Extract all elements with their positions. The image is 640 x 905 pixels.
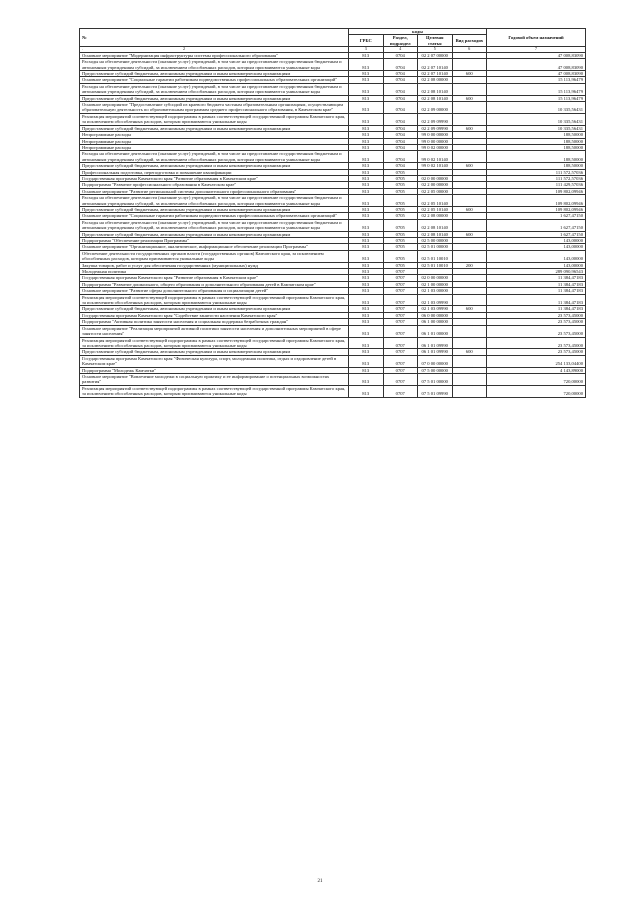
cell-vr — [452, 151, 487, 163]
cell-amt: 4 143,89000 — [487, 367, 586, 373]
cell-sec: 0704 — [383, 83, 418, 95]
header-codes-group: коды — [349, 29, 487, 35]
cell-grbs: 813 — [349, 71, 384, 77]
cell-name: Расходы на обеспечение деятельности (оказание услуг) учреждений, в том числе на предоставление государственным бюджетным и автономным учреждениям субсидий, за исключением обособленных расходов, которым присваиваются уникальные коды — [80, 219, 349, 231]
cell-target: 07 5 01 00000 — [418, 373, 453, 385]
cell-grbs: 813 — [349, 325, 384, 337]
cell-amt: 109 802,09946 — [487, 206, 586, 212]
cell-sec: 0707 — [383, 349, 418, 355]
cell-grbs: 813 — [349, 169, 384, 175]
cell-amt: 111 572,57036 — [487, 169, 586, 175]
cell-name: Предоставление субсидий бюджетным, автономным учреждениям и иным некоммерческим организациям — [80, 306, 349, 312]
cell-amt: 143,00000 — [487, 262, 586, 268]
cell-name: Расходы на обеспечение деятельности (оказание услуг) учреждений, в том числе на предоставление государственным бюджетным и автономным учреждениям субсидий, за исключением обособленных расходов, которым присваиваются уникальные коды — [80, 151, 349, 163]
cell-amt: 188,50000 — [487, 138, 586, 144]
col-index-2: 3 — [349, 47, 384, 53]
cell-target: 06 1 01 09990 — [418, 349, 453, 355]
col-index-4: 5 — [418, 47, 453, 53]
cell-vr: 600 — [452, 349, 487, 355]
table-row — [80, 102, 586, 114]
cell-name: Расходы на обеспечение деятельности (оказание услуг) учреждений, в том числе на предоставление государственным бюджетным и автономным учреждениям субсидий, за исключением обособленных расходов, которым присваиваются уникальные коды — [80, 83, 349, 95]
cell-target: 02 2 08 00000 — [418, 213, 453, 219]
cell-name: Закупка товаров, работ и услуг для обеспечения государственных (муниципальных) нужд — [80, 262, 349, 268]
cell-target: 02 2 08 00000 — [418, 77, 453, 83]
cell-grbs: 813 — [349, 175, 384, 181]
cell-name: Основное мероприятие "Предоставление субсидий из краевого бюджета частным образовательным организациям, осуществляющим образовательную деятельность по образовательным программам среднего профессионального образования, в Камчатском крае" — [80, 102, 349, 114]
cell-sec: 0704 — [383, 95, 418, 101]
cell-amt: 1 627,47150 — [487, 231, 586, 237]
cell-grbs: 813 — [349, 95, 384, 101]
cell-target: 99 0 00 00000 — [418, 138, 453, 144]
cell-vr — [452, 59, 487, 71]
cell-grbs: 813 — [349, 125, 384, 131]
col-index-5: 6 — [452, 47, 487, 53]
cell-name: Реализация мероприятий соответствующей подпрограммы в рамках соответствующей государственной программы Камчатского края, за исключением обособленных расходов, которым присваиваются уникальные коды — [80, 385, 349, 397]
cell-name: Предоставление субсидий бюджетным, автономным учреждениям и иным некоммерческим организациям — [80, 71, 349, 77]
cell-amt: 188,50000 — [487, 163, 586, 169]
header-expense-type: Вид расходов — [452, 35, 487, 47]
cell-vr — [452, 219, 487, 231]
cell-grbs: 813 — [349, 163, 384, 169]
cell-amt: 109 802,09946 — [487, 188, 586, 194]
cell-target: 06 0 00 00000 — [418, 312, 453, 318]
cell-target: 02 1 03 00000 — [418, 288, 453, 294]
cell-amt: 15 113,96479 — [487, 83, 586, 95]
cell-name: Непрограммные расходы — [80, 138, 349, 144]
cell-name: Предоставление субсидий бюджетным, автономным учреждениям и иным некоммерческим организациям — [80, 125, 349, 131]
cell-name: Основное мероприятие "Реализация мероприятий активной политики занятости населения и дополнительных мероприятий в сфере занятости населения" — [80, 325, 349, 337]
table-row — [80, 83, 586, 95]
cell-sec: 0707 — [383, 337, 418, 349]
col-index-3: 4 — [383, 47, 418, 53]
cell-target: 02 1 03 09990 — [418, 294, 453, 306]
cell-grbs: 813 — [349, 195, 384, 207]
cell-sec: 0707 — [383, 269, 418, 275]
cell-amt: 143,00000 — [487, 244, 586, 250]
cell-name: Основное мероприятие "Развитие сферы дополнительного образования и социализации детей" — [80, 288, 349, 294]
cell-grbs: 813 — [349, 349, 384, 355]
cell-sec: 0707 — [383, 373, 418, 385]
cell-grbs: 813 — [349, 231, 384, 237]
cell-name: Предоставление субсидий бюджетным, автономным учреждениям и иным некоммерческим организациям — [80, 163, 349, 169]
cell-grbs: 813 — [349, 319, 384, 325]
cell-grbs: 813 — [349, 52, 384, 58]
cell-vr: 600 — [452, 206, 487, 212]
cell-grbs: 813 — [349, 337, 384, 349]
cell-target: 02 5 00 00000 — [418, 238, 453, 244]
cell-name: Молодежная политика — [80, 269, 349, 275]
cell-sec: 0705 — [383, 169, 418, 175]
cell-amt: 11 384,47183 — [487, 294, 586, 306]
cell-vr — [452, 325, 487, 337]
cell-amt: 11 384,47183 — [487, 281, 586, 287]
cell-sec: 0707 — [383, 306, 418, 312]
table-row — [80, 195, 586, 207]
cell-vr — [452, 294, 487, 306]
cell-name: Основное мероприятие "Организационное, аналитическое, информационное обеспечение реализации Программы" — [80, 244, 349, 250]
table-row — [80, 250, 586, 262]
cell-amt: 47 008,83090 — [487, 59, 586, 71]
cell-grbs: 813 — [349, 144, 384, 150]
cell-grbs: 813 — [349, 275, 384, 281]
cell-sec: 0707 — [383, 325, 418, 337]
cell-target: 02 2 05 10140 — [418, 195, 453, 207]
cell-sec: 0705 — [383, 195, 418, 207]
cell-name: Государственная программа Камчатского края "Содействие занятости населения Камчатского края" — [80, 312, 349, 318]
cell-sec: 0704 — [383, 77, 418, 83]
cell-amt: 143,00000 — [487, 238, 586, 244]
cell-target: 02 2 08 10140 — [418, 95, 453, 101]
cell-grbs: 813 — [349, 59, 384, 71]
cell-amt: 15 113,96479 — [487, 77, 586, 83]
header-section: Раздел, подраздел — [383, 35, 418, 47]
cell-target: 02 5 01 10010 — [418, 262, 453, 268]
cell-amt: 23 573,45000 — [487, 325, 586, 337]
cell-sec: 0705 — [383, 175, 418, 181]
cell-sec: 0704 — [383, 102, 418, 114]
cell-name: Реализация мероприятий соответствующей подпрограммы в рамках соответствующей государственной программы Камчатского края, за исключением обособленных расходов, которым присваиваются уникальные коды — [80, 337, 349, 349]
cell-name: Реализация мероприятий соответствующей подпрограммы в рамках соответствующей государственной программы Камчатского края, за исключением обособленных расходов, которым присваиваются уникальные коды — [80, 294, 349, 306]
cell-name: Государственная программа Камчатского края "Развитие образования в Камчатском крае" — [80, 275, 349, 281]
cell-amt: 289 090,96543 — [487, 269, 586, 275]
cell-grbs: 813 — [349, 312, 384, 318]
cell-sec: 0705 — [383, 206, 418, 212]
cell-name: Реализация мероприятий соответствующей подпрограммы в рамках соответствующей государственной программы Камчатского края, за исключением обособленных расходов, которым присваиваются уникальные коды — [80, 113, 349, 125]
cell-grbs: 813 — [349, 151, 384, 163]
cell-sec: 0704 — [383, 144, 418, 150]
cell-grbs: 813 — [349, 262, 384, 268]
table-row — [80, 151, 586, 163]
cell-grbs: 813 — [349, 206, 384, 212]
cell-vr — [452, 250, 487, 262]
cell-vr — [452, 83, 487, 95]
cell-amt: 111 572,57036 — [487, 175, 586, 181]
header-target: Целевая статья — [418, 35, 453, 47]
cell-target: 02 2 08 10140 — [418, 219, 453, 231]
cell-target: 02 2 08 10140 — [418, 231, 453, 237]
cell-amt: 188,50000 — [487, 144, 586, 150]
cell-sec: 0705 — [383, 244, 418, 250]
cell-sec: 0704 — [383, 125, 418, 131]
budget-rows — [80, 52, 586, 397]
cell-amt: 188,50000 — [487, 132, 586, 138]
cell-grbs: 813 — [349, 373, 384, 385]
cell-target: 02 2 07 10140 — [418, 59, 453, 71]
cell-sec: 0707 — [383, 312, 418, 318]
cell-sec: 0705 — [383, 213, 418, 219]
cell-vr — [452, 337, 487, 349]
cell-amt: 47 008,83090 — [487, 52, 586, 58]
cell-target: 02 0 00 00000 — [418, 175, 453, 181]
table-row — [80, 337, 586, 349]
cell-name: Основное мероприятие "Социальные гарантии работникам подведомственных профессиональных образовательных организаций" — [80, 213, 349, 219]
cell-name: Предоставление субсидий бюджетным, автономным учреждениям и иным некоммерческим организациям — [80, 206, 349, 212]
cell-sec: 0705 — [383, 262, 418, 268]
cell-sec: 0704 — [383, 163, 418, 169]
header-num: № — [80, 29, 349, 47]
cell-sec: 0704 — [383, 59, 418, 71]
cell-target: 02 5 01 10010 — [418, 250, 453, 262]
cell-name: Основное мероприятие "Развитие региональной системы дополнительного профессионального образования" — [80, 188, 349, 194]
col-index-1: 2 — [183, 46, 185, 52]
col-index-0: . — [82, 46, 83, 52]
cell-vr — [452, 113, 487, 125]
page-number: 21 — [317, 879, 323, 884]
cell-amt: 109 802,09946 — [487, 195, 586, 207]
cell-target: 07 0 00 00000 — [418, 355, 453, 367]
cell-vr: 600 — [452, 163, 487, 169]
cell-grbs: 813 — [349, 182, 384, 188]
cell-amt: 11 384,47183 — [487, 275, 586, 281]
cell-grbs: 813 — [349, 102, 384, 114]
cell-sec: 0707 — [383, 294, 418, 306]
table-row — [80, 219, 586, 231]
cell-vr: 600 — [452, 71, 487, 77]
cell-amt: 23 573,45000 — [487, 319, 586, 325]
cell-name: Государственная программа Камчатского края "Физическая культура, спорт, молодежная политика, отдых и оздоровление детей в Камчатском крае" — [80, 355, 349, 367]
cell-name: Основное мероприятие "Вовлечение молодежи в социальную практику и ее информирование о потенциальных возможностях развития" — [80, 373, 349, 385]
cell-grbs: 813 — [349, 288, 384, 294]
col-index-6: 7 — [487, 47, 586, 53]
cell-sec: 0704 — [383, 113, 418, 125]
cell-vr — [452, 195, 487, 207]
cell-amt: 254 133,04400 — [487, 355, 586, 367]
header-row-top — [80, 29, 586, 35]
table-row — [80, 113, 586, 125]
cell-amt: 188,50000 — [487, 151, 586, 163]
cell-target: 02 2 09 00000 — [418, 102, 453, 114]
cell-vr — [452, 385, 487, 397]
cell-amt: 143,00000 — [487, 250, 586, 262]
cell-grbs: 813 — [349, 77, 384, 83]
cell-sec: 0704 — [383, 132, 418, 138]
cell-grbs: 813 — [349, 219, 384, 231]
cell-grbs: 813 — [349, 355, 384, 367]
cell-name: Подпрограмма "Обеспечение реализации Программы" — [80, 238, 349, 244]
cell-grbs: 813 — [349, 83, 384, 95]
header-grbs: ГРБС — [349, 35, 384, 47]
cell-grbs: 813 — [349, 367, 384, 373]
cell-target: 02 1 03 09990 — [418, 306, 453, 312]
cell-name: Государственная программа Камчатского края "Развитие образования в Камчатском крае" — [80, 175, 349, 181]
cell-vr: 600 — [452, 231, 487, 237]
cell-target: 02 0 00 00000 — [418, 275, 453, 281]
cell-amt: 23 573,45000 — [487, 312, 586, 318]
cell-vr: 600 — [452, 125, 487, 131]
cell-amt: 1 627,47150 — [487, 213, 586, 219]
cell-grbs: 813 — [349, 306, 384, 312]
cell-name: Предоставление субсидий бюджетным, автономным учреждениям и иным некоммерческим организациям — [80, 231, 349, 237]
cell-sec: 0705 — [383, 219, 418, 231]
cell-target: 02 2 09 09990 — [418, 113, 453, 125]
cell-vr: 600 — [452, 95, 487, 101]
cell-name: Основное мероприятие "Модернизация инфраструктуры системы профессионального образования" — [80, 52, 349, 58]
cell-target: 99 0 02 10140 — [418, 163, 453, 169]
cell-sec: 0707 — [383, 319, 418, 325]
cell-target: 07 5 01 09990 — [418, 385, 453, 397]
cell-amt: 1 627,47150 — [487, 219, 586, 231]
cell-target: 99 0 02 00000 — [418, 144, 453, 150]
cell-name: Непрограммные расходы — [80, 144, 349, 150]
cell-sec: 0705 — [383, 182, 418, 188]
cell-name: Подпрограмма "Молодежь Камчатки" — [80, 367, 349, 373]
cell-name: Предоставление субсидий бюджетным, автономным учреждениям и иным некоммерческим организациям — [80, 95, 349, 101]
cell-target: 02 1 00 00000 — [418, 281, 453, 287]
cell-amt: 10 335,56431 — [487, 113, 586, 125]
cell-vr — [452, 373, 487, 385]
cell-sec: 0707 — [383, 288, 418, 294]
cell-target: 07 5 00 00000 — [418, 367, 453, 373]
cell-grbs: 813 — [349, 269, 384, 275]
cell-sec: 0707 — [383, 275, 418, 281]
cell-name: Профессиональная подготовка, переподготовка и повышение квалификации — [80, 169, 349, 175]
cell-sec: 0707 — [383, 367, 418, 373]
cell-grbs: 813 — [349, 113, 384, 125]
cell-amt: 47 008,83090 — [487, 71, 586, 77]
cell-sec: 0704 — [383, 71, 418, 77]
cell-target: 02 2 05 00000 — [418, 188, 453, 194]
cell-name: Предоставление субсидий бюджетным, автономным учреждениям и иным некоммерческим организациям — [80, 349, 349, 355]
cell-amt: 720,00000 — [487, 385, 586, 397]
cell-grbs: 813 — [349, 238, 384, 244]
cell-sec: 0707 — [383, 281, 418, 287]
cell-sec: 0704 — [383, 151, 418, 163]
cell-target: 06 1 00 00000 — [418, 319, 453, 325]
table-row — [80, 294, 586, 306]
budget-table — [79, 28, 586, 398]
cell-sec: 0705 — [383, 238, 418, 244]
cell-grbs: 813 — [349, 132, 384, 138]
table-row — [80, 385, 586, 397]
cell-grbs: 813 — [349, 294, 384, 306]
cell-target: 02 5 01 00000 — [418, 244, 453, 250]
cell-amt: 10 335,56431 — [487, 102, 586, 114]
cell-name: Непрограммные расходы — [80, 132, 349, 138]
cell-amt: 111 429,57036 — [487, 182, 586, 188]
cell-vr — [452, 355, 487, 367]
cell-sec: 0707 — [383, 385, 418, 397]
cell-vr: 600 — [452, 306, 487, 312]
table-row — [80, 325, 586, 337]
cell-amt: 11 384,47183 — [487, 288, 586, 294]
cell-target: 06 1 01 00000 — [418, 325, 453, 337]
cell-target: 99 0 00 00000 — [418, 132, 453, 138]
cell-amt: 10 335,56431 — [487, 125, 586, 131]
cell-grbs: 813 — [349, 385, 384, 397]
cell-grbs: 813 — [349, 138, 384, 144]
cell-amt: 720,00000 — [487, 373, 586, 385]
cell-name: Расходы на обеспечение деятельности (оказание услуг) учреждений, в том числе на предоставление государственным бюджетным и автономным учреждениям субсидий, за исключением обособленных расходов, которым присваиваются уникальные коды — [80, 59, 349, 71]
cell-name: Расходы на обеспечение деятельности (оказание услуг) учреждений, в том числе на предоставление государственным бюджетным и автономным учреждениям субсидий, за исключением обособленных расходов, которым присваиваются уникальные коды — [80, 195, 349, 207]
cell-target: 02 2 05 10140 — [418, 206, 453, 212]
cell-target: 06 1 01 09990 — [418, 337, 453, 349]
header-volume: Годовой объем назначений — [487, 29, 586, 47]
cell-grbs: 813 — [349, 250, 384, 262]
cell-target: 02 2 08 10140 — [418, 83, 453, 95]
table-row — [80, 373, 586, 385]
cell-name: Обеспечение деятельности государственных органов власти (государственных органов) Камчатского края, за исключением обособленных расходов, которым присваиваются уникальные коды — [80, 250, 349, 262]
cell-grbs: 813 — [349, 244, 384, 250]
cell-grbs: 813 — [349, 281, 384, 287]
table-row — [80, 59, 586, 71]
cell-grbs: 813 — [349, 213, 384, 219]
cell-sec: 0705 — [383, 250, 418, 262]
cell-name: Основное мероприятие "Социальные гарантии работникам подведомственных профессиональных образовательных организаций" — [80, 77, 349, 83]
cell-target: 99 0 02 10140 — [418, 151, 453, 163]
cell-sec: 0705 — [383, 188, 418, 194]
cell-name: Подпрограмма "Активная политика занятости населения и социальная поддержка безработных граждан" — [80, 319, 349, 325]
cell-amt: 15 113,96479 — [487, 95, 586, 101]
cell-grbs: 813 — [349, 188, 384, 194]
cell-target: 02 2 07 10140 — [418, 71, 453, 77]
cell-name: Подпрограмма "Развитие дошкольного, общего образования и дополнительного образования детей в Камчатском крае" — [80, 281, 349, 287]
cell-sec: 0704 — [383, 138, 418, 144]
cell-sec: 0707 — [383, 355, 418, 367]
cell-sec: 0704 — [383, 52, 418, 58]
cell-vr: 200 — [452, 262, 487, 268]
cell-target: 02 2 07 00000 — [418, 52, 453, 58]
cell-amt: 23 573,45000 — [487, 337, 586, 349]
cell-target: 02 2 09 09990 — [418, 125, 453, 131]
cell-amt: 11 384,47183 — [487, 306, 586, 312]
cell-sec: 0705 — [383, 231, 418, 237]
cell-name: Подпрограмма "Развитие профессионального образования в Камчатском крае" — [80, 182, 349, 188]
cell-target: 02 2 00 00000 — [418, 182, 453, 188]
budget-table-page — [79, 28, 586, 398]
table-row — [80, 355, 586, 367]
cell-amt: 23 573,45000 — [487, 349, 586, 355]
cell-vr — [452, 102, 487, 114]
